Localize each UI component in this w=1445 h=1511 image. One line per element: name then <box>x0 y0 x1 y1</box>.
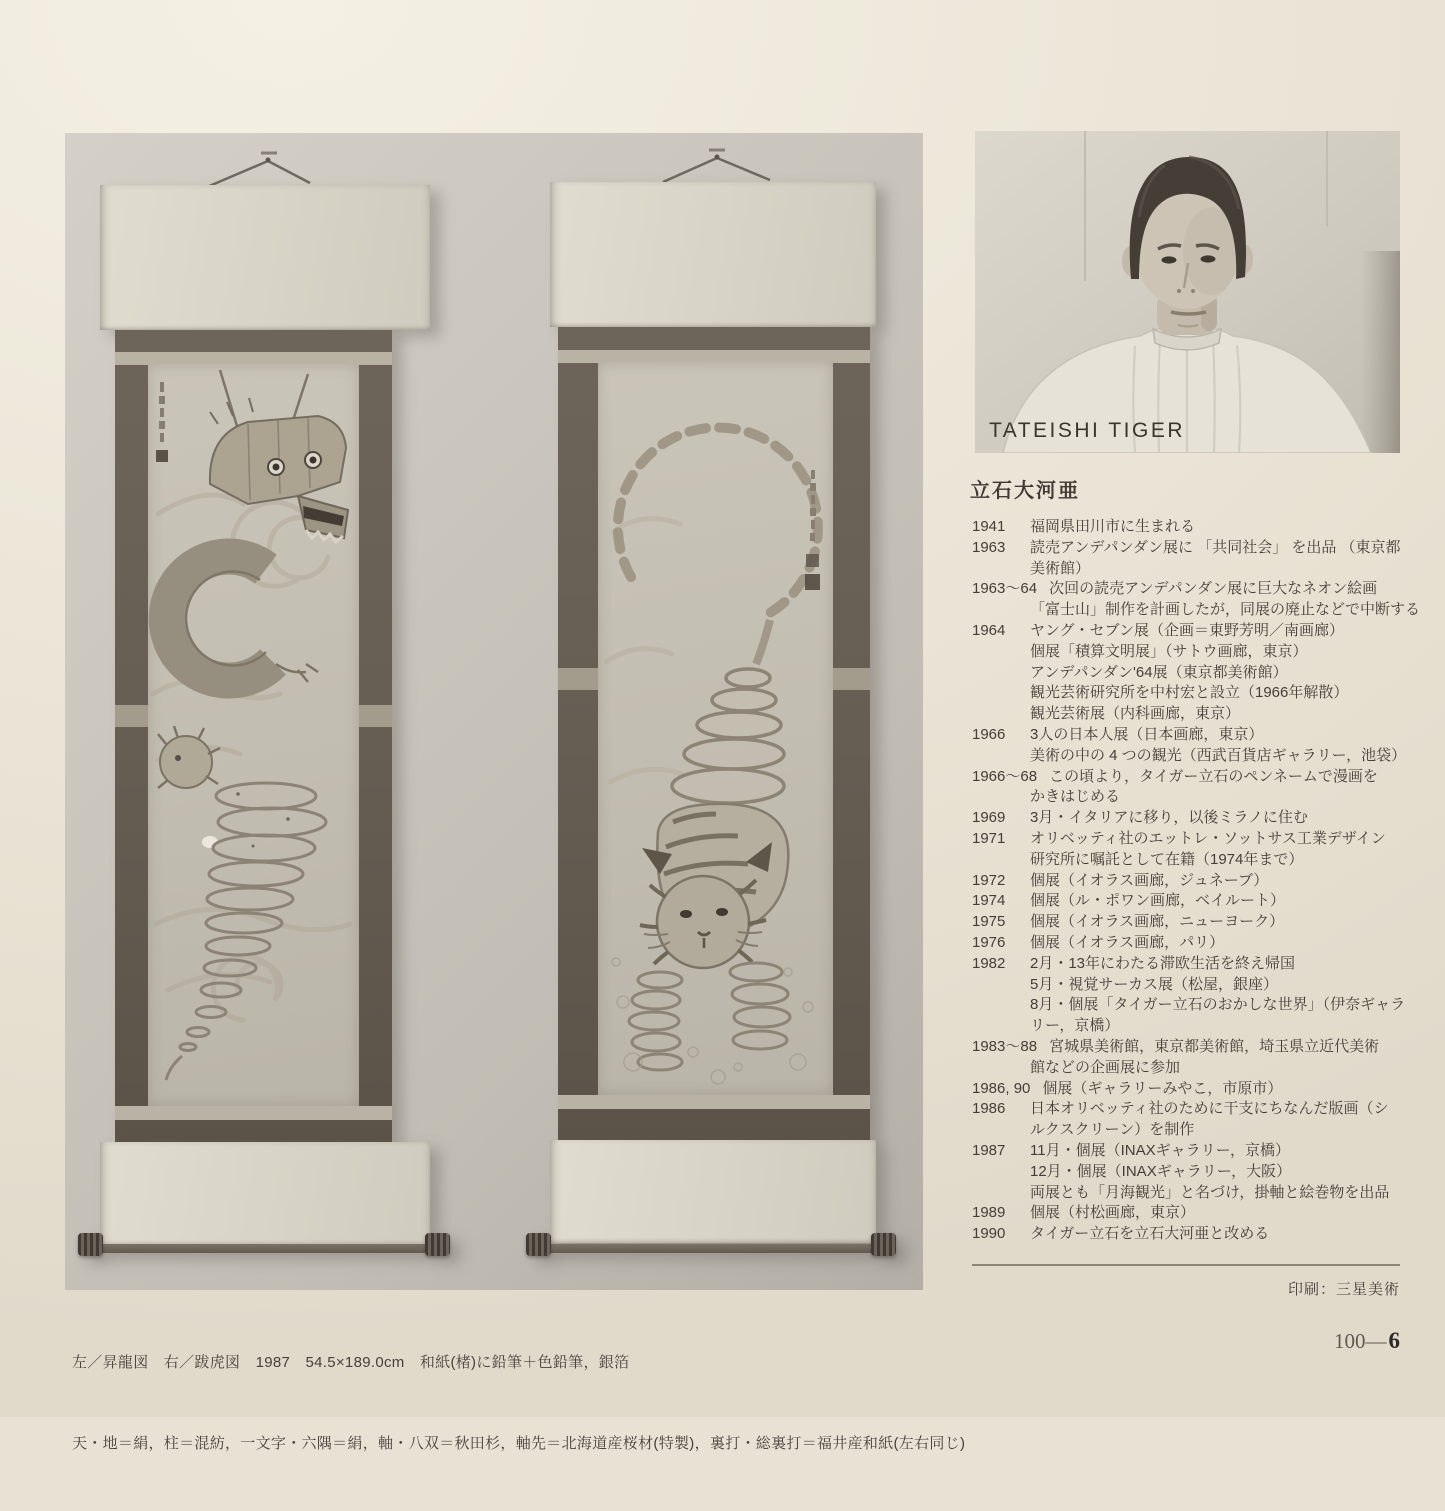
bio-year <box>972 1058 1018 1079</box>
bio-row <box>972 933 1422 954</box>
eye-right <box>1201 255 1216 262</box>
seal <box>805 574 820 590</box>
bio-year <box>972 683 1018 704</box>
bio-row <box>972 600 1422 621</box>
bio-text: オリベッティ社のエットレ・ソットサス工業デザイン <box>1030 829 1386 847</box>
bio-row <box>972 1016 1422 1037</box>
bio-row <box>972 767 1422 788</box>
page-number-suffix: 6 <box>1388 1328 1400 1353</box>
bio-row <box>972 538 1422 559</box>
photo-caption-line1: 左／昇龍図 右／跋虎図 1987 54.5×189.0cm 和紙(楮)に鉛筆＋色鉛筆，銀箔 <box>72 1354 630 1371</box>
bio-text: 「富士山」制作を計画したが，同展の廃止などで中断する <box>1030 601 1421 619</box>
bio-year: 1975 <box>972 913 1006 931</box>
roller-knob <box>871 1233 896 1256</box>
tiger-scroll-bottom-fabric <box>550 1140 876 1243</box>
bio-text: 12月・個展（INAXギャラリー，大阪） <box>1030 1162 1292 1180</box>
bio-row <box>972 579 1422 600</box>
tiger-scroll <box>65 133 923 1290</box>
bio-year <box>972 704 1018 725</box>
bio-row <box>972 1224 1422 1245</box>
bio-year <box>972 1162 1018 1183</box>
print-credit: 印刷：三星美術 <box>1287 1281 1400 1298</box>
bio-text: この頃より，タイガー立石のペンネームで漫画を <box>1049 767 1378 785</box>
bio-text: 個展（イオラス画廊，パリ） <box>1030 933 1225 951</box>
bio-row <box>972 1079 1422 1100</box>
bio-row <box>972 787 1422 808</box>
photo-caption-line2: 天・地＝絹，柱＝混紡，一文字・六隅＝絹，軸・八双＝秋田杉，軸先＝北海道産桜材(特製)，裏打・総裏打＝福井産和紙(左右同じ) <box>72 1435 966 1452</box>
tiger-scroll-roller <box>545 1244 875 1253</box>
bio-year <box>972 746 1018 767</box>
eye-left <box>1162 256 1177 263</box>
bio-year: 1972 <box>972 871 1006 889</box>
bio-list <box>972 517 1422 1245</box>
bio-text: 研究所に嘱託として在籍（1974年まで） <box>1030 850 1304 868</box>
tiger-scroll-mount <box>558 327 870 1140</box>
mount-side-band-left <box>558 668 598 690</box>
bio-text: 個展（イオラス画廊，ニューヨーク） <box>1030 913 1285 931</box>
bio-year: 1963 <box>972 538 1006 556</box>
roller-knob <box>526 1233 551 1256</box>
mount-side-band-right <box>830 668 870 690</box>
bio-year <box>972 995 1018 1016</box>
bio-text: 個展（ル・ポワン画廊，ベイルート） <box>1030 892 1286 910</box>
bio-year: 1964 <box>972 621 1006 639</box>
tiger-leg-coils <box>629 963 790 1070</box>
bio-text: 次回の読売アンデパンダン展に巨大なネオン絵画 <box>1049 580 1378 598</box>
bio-text: 3人の日本人展（日本画廊，東京） <box>1030 725 1264 743</box>
bio-year <box>972 1183 1018 1204</box>
artist-name: 立石大河亜 <box>970 480 1080 502</box>
bio-text: 宮城県美術館，東京都美術館，埼玉県立近代美術 <box>1049 1037 1380 1055</box>
bio-row <box>972 517 1422 538</box>
bio-text: 観光芸術研究所を中村宏と設立（1966年解散） <box>1030 684 1349 702</box>
bio-text: 館などの企画展に参加 <box>1030 1058 1181 1076</box>
bio-year <box>972 559 1018 580</box>
bio-text: アンデパンダン'64展（東京都美術館） <box>1030 663 1288 681</box>
tiger-artwork <box>598 362 833 1095</box>
bio-text: 11月・個展（INAXギャラリー，京橋） <box>1030 1141 1290 1159</box>
bio-year: 1990 <box>972 1225 1006 1243</box>
bio-year: 1971 <box>972 829 1006 847</box>
bio-row <box>972 808 1422 829</box>
bio-text: ルクスクリーン）を制作 <box>1030 1121 1195 1139</box>
bio-text: 2月・13年にわたる滞欧生活を終え帰国 <box>1030 954 1296 972</box>
bio-row <box>972 642 1422 663</box>
bio-row <box>972 1183 1422 1204</box>
bio-year: 1969 <box>972 809 1006 827</box>
bio-text: 福岡県田川市に生まれる <box>1030 518 1196 535</box>
page-number-prefix: 100— <box>1334 1329 1387 1353</box>
seal <box>806 554 819 567</box>
bio-text: 両展とも「月海観光」と名づけ，掛軸と絵巻物を出品 <box>1030 1183 1390 1201</box>
bio-year: 1941 <box>972 518 1006 535</box>
bio-year: 1983～88 <box>972 1037 1038 1055</box>
bio-row <box>972 621 1422 642</box>
bio-year <box>972 1016 1018 1037</box>
bio-year: 1976 <box>972 933 1006 951</box>
bio-row <box>972 975 1422 996</box>
bio-row <box>972 1162 1422 1183</box>
bio-row <box>972 704 1422 725</box>
bio-row <box>972 1120 1422 1141</box>
bio-text: リー，京橋） <box>1030 1017 1120 1035</box>
bio-text: 美術館） <box>1030 559 1091 577</box>
page-number <box>1334 1328 1400 1354</box>
bio-text: 個展（イオラス画廊，ジュネーブ） <box>1030 871 1269 889</box>
divider-rule <box>972 1264 1400 1266</box>
bio-row <box>972 1141 1422 1162</box>
bio-row <box>972 871 1422 892</box>
bio-year <box>972 787 1018 808</box>
bio-text: 美術の中の 4 つの観光（西武百貨店ギャラリー，池袋） <box>1030 746 1407 764</box>
bio-row <box>972 829 1422 850</box>
bio-text: かきはじめる <box>1030 788 1121 806</box>
portrait-label: TATEISHI TIGER <box>989 419 1186 442</box>
bio-year <box>972 642 1018 663</box>
bio-year: 1987 <box>972 1141 1006 1159</box>
bio-row <box>972 891 1422 912</box>
bio-row <box>972 559 1422 580</box>
tiger-painting <box>598 362 833 1095</box>
bio-year: 1986, 90 <box>972 1079 1031 1097</box>
tiger-scroll-top-fabric <box>550 182 876 327</box>
bio-row <box>972 954 1422 975</box>
cloud-swirls <box>606 519 686 782</box>
bio-year: 1989 <box>972 1204 1006 1222</box>
bio-text: 日本オリベッティ社のために干支にちなんだ版画（シ <box>1030 1100 1389 1118</box>
bio-row <box>972 1058 1422 1079</box>
bio-row <box>972 683 1422 704</box>
bio-text: 個展（村松画廊，東京） <box>1030 1204 1196 1222</box>
bio-year <box>972 600 1018 621</box>
bio-text: 8月・個展「タイガー立石のおかしな世界」（伊奈ギャラ <box>1030 996 1406 1014</box>
bio-row <box>972 995 1422 1016</box>
bio-text: ヤング・セブン展（企画＝東野芳明／南画廊） <box>1030 621 1344 639</box>
bio-year: 1966～68 <box>972 767 1038 785</box>
bio-text: 3月・イタリアに移り，以後ミラノに住む <box>1030 809 1308 827</box>
bio-year: 1966 <box>972 725 1006 743</box>
bio-year: 1986 <box>972 1100 1006 1118</box>
bio-row <box>972 1037 1422 1058</box>
bio-text: 個展「積算文明展」（サトウ画廊，東京） <box>1030 642 1308 660</box>
tiger-hind-coils <box>672 669 784 803</box>
bio-year: 1974 <box>972 892 1006 910</box>
scrolls-photo <box>65 133 923 1290</box>
bio-year <box>972 850 1018 871</box>
bio-row <box>972 912 1422 933</box>
bio-text: 5月・視覚サーカス展（松屋，銀座） <box>1030 975 1279 993</box>
ichimonji-band-bottom <box>558 1095 870 1109</box>
bio-text: タイガー立石を立石大河亜と改める <box>1030 1225 1270 1243</box>
bio-row <box>972 1203 1422 1224</box>
bio-row <box>972 663 1422 684</box>
bio-text: 観光芸術展（内科画廊，東京） <box>1030 705 1241 723</box>
bio-year <box>972 1120 1018 1141</box>
artist-portrait-photo <box>975 131 1400 453</box>
bio-text: 個展（ギャラリーみやこ，市原市） <box>1042 1079 1283 1097</box>
bio-year <box>972 663 1018 684</box>
bio-row <box>972 850 1422 871</box>
bio-row <box>972 725 1422 746</box>
bio-year: 1982 <box>972 954 1006 972</box>
bio-row <box>972 1099 1422 1120</box>
bio-year: 1963～64 <box>972 580 1038 598</box>
bio-year <box>972 975 1018 996</box>
photo-caption <box>72 1295 965 1511</box>
tiger-face <box>657 876 749 968</box>
bio-text: 読売アンデパンダン展に 「共同社会」 を出品 （東京都 <box>1030 538 1401 556</box>
bio-row <box>972 746 1422 767</box>
